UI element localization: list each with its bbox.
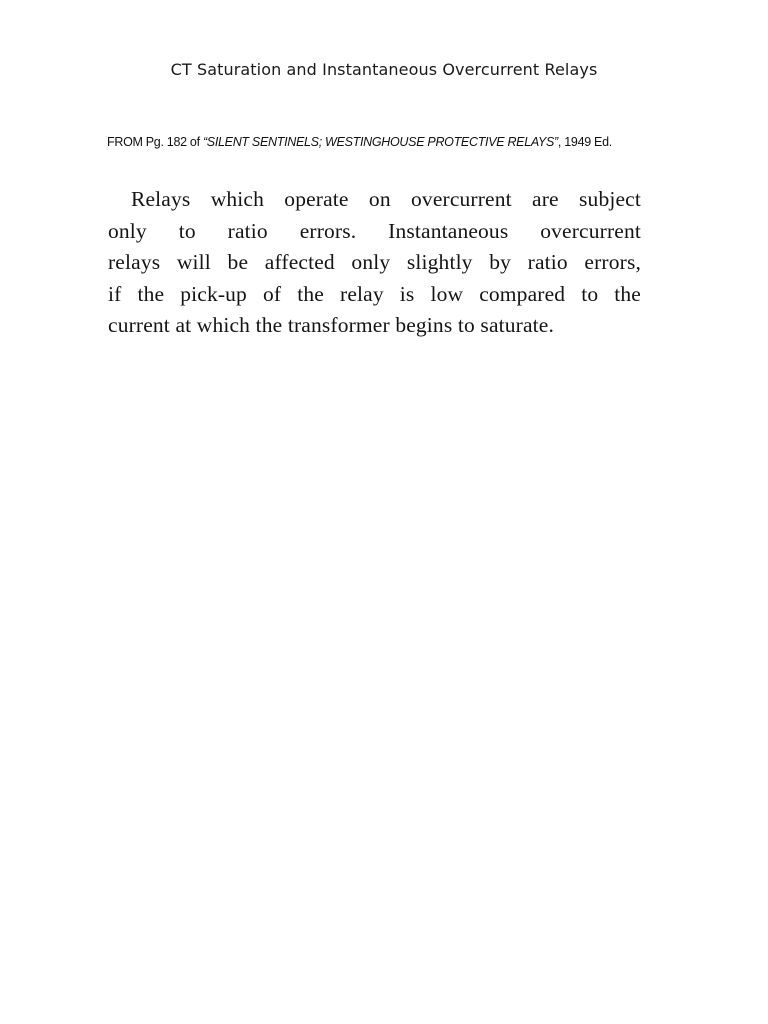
source-prefix: FROM Pg. 182 of xyxy=(107,135,203,149)
source-citation xyxy=(107,135,612,149)
page-title: CT Saturation and Instantaneous Overcurrent Relays xyxy=(170,60,598,79)
source-suffix: , 1949 Ed. xyxy=(557,135,612,149)
excerpt-line: relays will be affected only slightly by ratio errors, xyxy=(108,250,641,274)
excerpt-line: Relays which operate on overcurrent are subject xyxy=(131,187,641,211)
excerpt-line: if the pick-up of the relay is low compared to the xyxy=(108,281,641,306)
excerpt-line: current at which the transformer begins to saturate. xyxy=(108,313,554,337)
excerpt-line: only to ratio errors. Instantaneous overcurrent xyxy=(108,218,641,243)
quoted-excerpt xyxy=(108,184,641,342)
source-book-title: “SILENT SENTINELS; WESTINGHOUSE PROTECTIVE RELAYS” xyxy=(202,135,558,149)
